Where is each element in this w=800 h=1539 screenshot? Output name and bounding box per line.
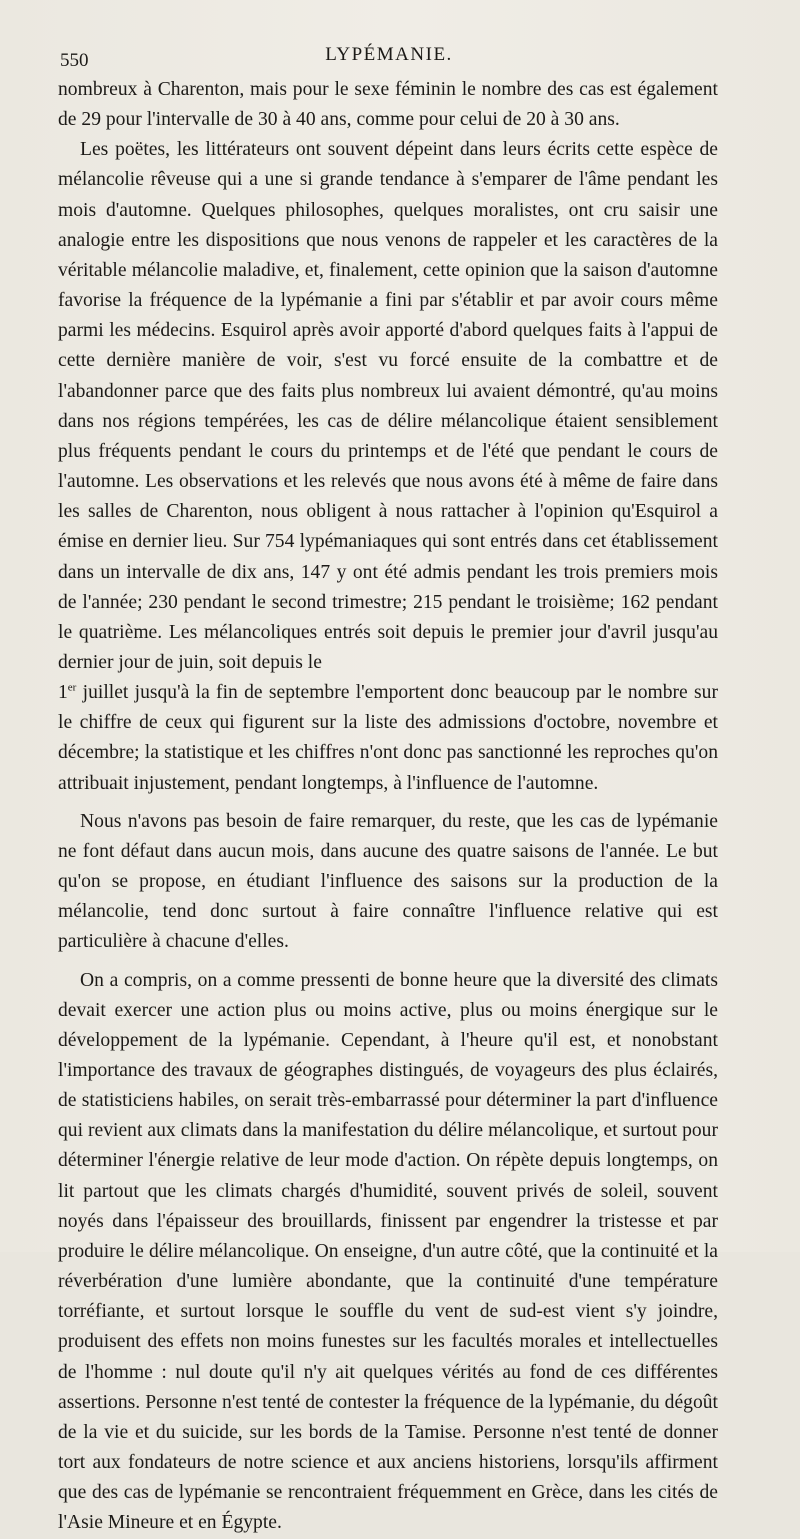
- paragraph-continuation: nombreux à Charenton, mais pour le sexe féminin le nombre des cas est également de 29 pour l'intervalle de 30 à 40 ans, comme pour celui de 20 à 30 ans.: [58, 79, 718, 131]
- body-text: [58, 75, 718, 1539]
- paragraph-no-season-exempt: Nous n'avons pas besoin de faire remarquer, du reste, que les cas de lypémanie ne font défaut dans aucun mois, dans aucune des quatre saisons de l'année. Le but qu'on se propose, en étudiant l'influence des saisons sur la production de la mélancolie, tend donc surtout à faire connaître l'influence relative qui est particulière à chacune d'elles.: [58, 810, 718, 953]
- running-head: [60, 44, 718, 74]
- ordinal-number: 1: [58, 682, 68, 704]
- paragraph-text: juillet jusqu'à la fin de septembre l'emportent donc beaucoup par le nombre sur le chiffre de ceux qui figurent sur la liste des admissions d'octobre, novembre et décembre; la statistique et les chiffres n'ont donc pas sanctionné les reproches qu'on attribuait injustement, pendant longtemps, à l'influence de l'automne.: [58, 682, 718, 794]
- paragraph-seasons: Les poëtes, les littérateurs ont souvent dépeint dans leurs écrits cette espèce de mélancolie rêveuse qui a une si grande tendance à s'emparer de l'âme pendant les mois d'automne. Quelques philosophes, quelques moralistes, ont cru saisir une analogie entre les dispositions que nous venons de rappeler et les caractères de la véritable mélancolie maladive, et, finalement, cette opinion que la saison d'automne favorise la fréquence de la lypémanie a fini par s'établir et par avoir cours même parmi les médecins. Esquirol après avoir apporté d'abord quelques faits à l'appui de cette dernière manière de voir, s'est vu forcé ensuite de la combattre et de l'abandonner parce que des faits plus nombreux lui avaient démontré, qu'au moins dans nos régions tempérées, les cas de délire mélancolique étaient sensiblement plus fréquents pendant le cours du printemps et de l'été que pendant le cours de l'automne. Les observations et les relevés que nous avons été à même de faire dans les salles de Charenton, nous obligent à nous rattacher à l'opinion qu'Esquirol a émise en dernier lieu. Sur 754 lypémaniaques qui sont entrés dans cet établissement dans un intervalle de dix ans, 147 y ont été admis pendant les trois premiers mois de l'année; 230 pendant le second trimestre; 215 pendant le troisième; 162 pendant le quatrième. Les mélancoliques entrés soit depuis le premier jour d'avril jusqu'au dernier jour de juin, soit depuis le: [58, 139, 718, 673]
- page-number: 550: [60, 50, 89, 71]
- running-title: LYPÉMANIE.: [325, 44, 453, 65]
- paragraph-climates: On a compris, on a comme pressenti de bonne heure que la diversité des climats devait exercer une action plus ou moins active, plus ou moins énergique sur le développement de la lypémanie. Cependant, à l'heure qu'il est, et nonobstant l'importance des travaux de géographes distingués, de voyageurs des plus éclairés, de statisticiens habiles, on serait très-embarrassé pour déterminer la part d'influence qui revient aux climats dans la manifestation du délire mélancolique, et surtout pour déterminer l'énergie relative de leur mode d'action. On répète depuis longtemps, on lit partout que les climats chargés d'humidité, souvent privés de soleil, souvent noyés dans l'épaisseur des brouillards, finissent par engendrer la tristesse et par produire le délire mélancolique. On enseigne, d'un autre côté, que la continuité et la réverbération d'une lumière abondante, que la continuité d'une température torréfiante, et surtout lorsque le souffle du vent de sud-est vient s'y joindre, produisent des effets non moins funestes sur les facultés morales et intellectuelles de l'homme : nul doute qu'il n'y ait quelques vérités au fond de ces différentes assertions. Personne n'est tenté de contester la fréquence de la lypémanie, du dégoût de la vie et du suicide, sur les bords de la Tamise. Personne n'est tenté de donner tort aux fondateurs de notre science et aux anciens historiens, lorsqu'ils affirment que des cas de lypémanie se rencontraient fréquemment en Grèce, dans les cités de l'Asie Mineure et en Égypte.: [58, 969, 718, 1534]
- ordinal-superscript: er: [67, 681, 77, 694]
- paragraph-seasons-continued: [58, 678, 718, 799]
